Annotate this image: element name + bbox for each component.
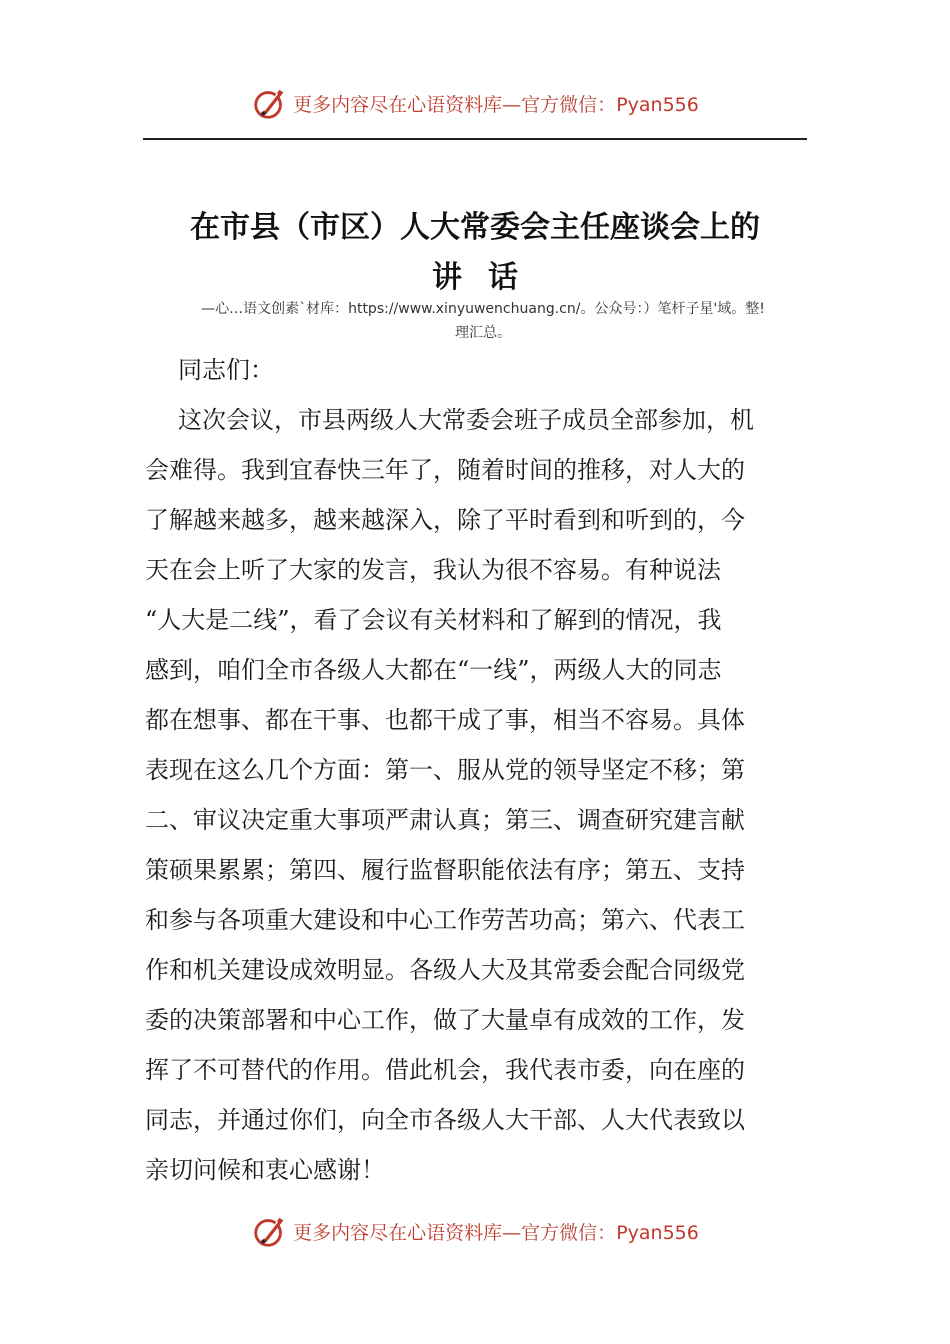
document-title-line-2: 讲话: [432, 260, 544, 295]
banner-wechat-label: 官方微信：: [521, 93, 617, 116]
source-note-line-2: 理汇总。: [455, 325, 511, 341]
body-line: 委的决策部署和中心工作，做了大量卓有成效的工作，发: [145, 1006, 745, 1034]
header-divider: [143, 138, 807, 140]
body-line: 二、审议决定重大事项严肃认真；第三、调查研究建言献: [145, 806, 745, 834]
banner-text: [293, 90, 699, 117]
body-line: 天在会上听了大家的发言，我认为很不容易。有种说法: [145, 556, 721, 584]
body-line: 和参与各项重大建设和中心工作劳苦功高；第六、代表工: [145, 906, 745, 934]
banner-wechat-id: Pyan556: [616, 93, 699, 116]
banner-wechat-label: 官方微信：: [521, 1221, 617, 1244]
body-line: 同志，并通过你们，向全市各级人大干部、人大代表致以: [145, 1106, 745, 1134]
banner-separator: —: [502, 93, 522, 116]
body-line: 表现在这么几个方面：第一、服从党的领导坚定不移；第: [145, 756, 745, 784]
banner-main-text: 更多内容尽在心语资料库: [293, 1221, 503, 1244]
body-line: 亲切问候和衷心感谢！: [145, 1156, 385, 1184]
body-line: 这次会议，市县两级人大常委会班子成员全部参加，机: [178, 406, 754, 434]
quill-logo-icon: [251, 1212, 289, 1250]
header-banner: [0, 80, 950, 126]
document-title-line-1: 在市县（市区）人大常委会主任座谈会上的: [190, 210, 760, 245]
body-line: 了解越来越多，越来越深入，除了平时看到和听到的，今: [145, 506, 745, 534]
banner-separator: —: [502, 1221, 522, 1244]
body-line: 感到，咱们全市各级人大都在“一线”，两级人大的同志: [145, 656, 722, 684]
body-line: 都在想事、都在干事、也都干成了事，相当不容易。具体: [145, 706, 745, 734]
banner-main-text: 更多内容尽在心语资料库: [293, 93, 503, 116]
body-line: “人大是二线”，看了会议有关材料和了解到的情况，我: [145, 606, 722, 634]
body-line: 作和机关建设成效明显。各级人大及其常委会配合同级党: [145, 956, 745, 984]
salutation: 同志们：: [178, 356, 274, 384]
body-line: 会难得。我到宜春快三年了，随着时间的推移，对人大的: [145, 456, 745, 484]
body-line: 挥了不可替代的作用。借此机会，我代表市委，向在座的: [145, 1056, 745, 1084]
footer-banner: [0, 1208, 950, 1254]
banner-wechat-id: Pyan556: [616, 1221, 699, 1244]
body-line: 策硕果累累；第四、履行监督职能依法有序；第五、支持: [145, 856, 745, 884]
banner-text: [293, 1218, 699, 1245]
source-note-line-1: —心…语文创素`材库：https://www.xinyuwenchuang.cn/。公众号：）笔杆子星'域。整!: [201, 301, 765, 317]
quill-logo-icon: [251, 84, 289, 122]
